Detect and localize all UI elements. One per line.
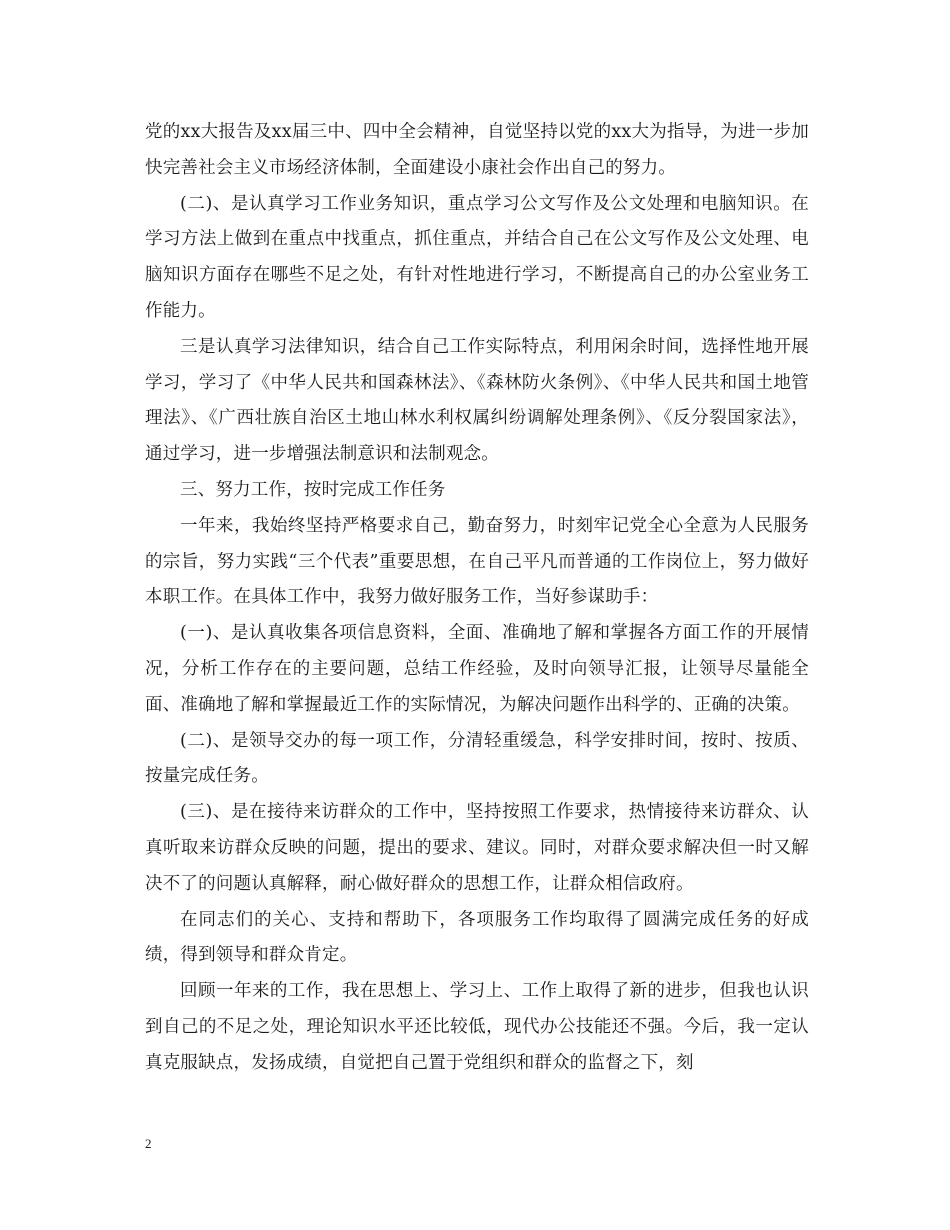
document-body: [145, 115, 809, 1082]
paragraph-1: 党的xx大报告及xx届三中、四中全会精神，自觉坚持以党的xx大为指导，为进一步加快完善社会主义市场经济体制，全面建设小康社会作出自己的努力。: [145, 122, 809, 178]
paragraph-10: 回顾一年来的工作，我在思想上、学习上、工作上取得了新的进步，但我也认识到自己的不足之处，理论知识水平还比较低，现代办公技能还不强。今后，我一定认真克服缺点，发扬成绩，自觉把自己置于党组织和群众的监督之下，刻: [145, 981, 809, 1073]
paragraph-9: 在同志们的关心、支持和帮助下，各项服务工作均取得了圆满完成任务的好成绩，得到领导和群众肯定。: [145, 909, 809, 966]
paragraph-6: (一)、是认真收集各项信息资料，全面、准确地了解和掌握各方面工作的开展情况，分析工作存在的主要问题，总结工作经验，及时向领导汇报，让领导尽量能全面、准确地了解和掌握最近工作的实际情况，为解决问题作出科学的、正确的决策。: [145, 623, 809, 715]
paragraph-7: (二)、是领导交办的每一项工作，分清轻重缓急，科学安排时间，按时、按质、按量完成任务。: [145, 730, 809, 787]
page-number: 2: [145, 1136, 152, 1151]
section-heading: 三、努力工作，按时完成工作任务: [180, 479, 446, 500]
paragraph-5: 一年来，我始终坚持严格要求自己，勤奋努力，时刻牢记党全心全意为人民服务的宗旨，努力实践“三个代表”重要思想，在自己平凡而普通的工作岗位上，努力做好本职工作。在具体工作中，我努力做好服务工作，当好参谋助手：: [145, 515, 809, 608]
paragraph-2: (二)、是认真学习工作业务知识，重点学习公文写作及公文处理和电脑知识。在学习方法上做到在重点中找重点，抓住重点，并结合自己在公文写作及公文处理、电脑知识方面存在哪些不足之处，有针对性地进行学习，不断提高自己的办公室业务工作能力。: [145, 193, 809, 321]
paragraph-3: 三是认真学习法律知识，结合自己工作实际特点，利用闲余时间，选择性地开展学习，学习了《中华人民共和国森林法》、《森林防火条例》、《中华人民共和国土地管理法》、《广西壮族自治区土地山林水利权属纠纷调解处理条例》、《反分裂国家法》，通过学习，进一步增强法制意识和法制观念。: [145, 336, 809, 465]
paragraph-8: (三)、是在接待来访群众的工作中，坚持按照工作要求，热情接待来访群众、认真听取来访群众反映的问题，提出的要求、建议。同时，对群众要求解决但一时又解决不了的问题认真解释，耐心做好群众的思想工作，让群众相信政府。: [145, 802, 809, 894]
